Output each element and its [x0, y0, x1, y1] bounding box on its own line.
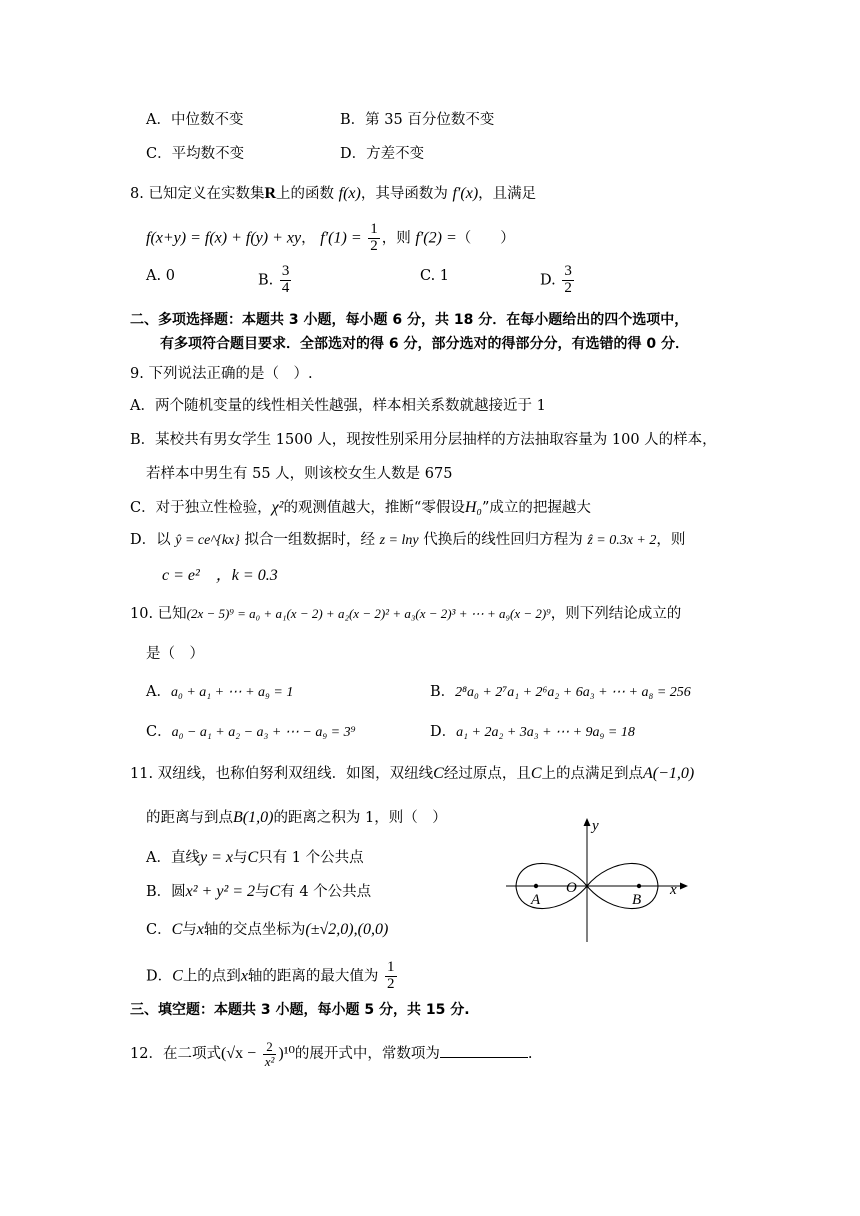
q9-option-b: B．某校共有男女学生 1500 人，现按性别采用分层抽样的方法抽取容量为 100 人的样本，	[130, 432, 717, 448]
q8-option-d: D. $\frac{3}{2}$	[540, 263, 572, 296]
q10-option-a: A．a₀ + a₁ + ⋯ + a₉ = 1	[146, 684, 294, 700]
q10-option-c: C．a₀ − a₁ + a₂ − a₃ + ⋯ − a₉ = 3⁹	[146, 724, 356, 740]
section2-heading-cont: 有多项符合题目要求．全部选对的得 6 分，部分选对的得部分分，有选错的得 0 分．	[160, 336, 689, 352]
q9-option-d-cont: c = e² ，k = 0.3	[162, 567, 278, 584]
q9-option-c: C．对于独立性检验，χ²的观测值越大，推断“零假设H₀”成立的把握越大	[130, 499, 591, 516]
q11-option-a: A．直线y = x与C只有 1 个公共点	[146, 849, 364, 866]
origin-label: O	[566, 880, 577, 896]
fraction: $\frac{1}{2}$	[370, 221, 378, 254]
x-axis-label: x	[670, 882, 677, 898]
q9-option-b-cont: 若样本中男生有 55 人，则该校女生人数是 675	[146, 466, 453, 482]
q9-option-d: D．以 ŷ = ce^{kx} 拟合一组数据时，经 z = lny 代换后的线性回归方程为 ẑ = 0.3x + 2，则	[130, 532, 686, 548]
q9-stem: 9. 下列说法正确的是（ ）.	[130, 366, 313, 382]
q11-option-d: D．C上的点到x轴的距离的最大值为 $\frac{1}{2}$	[146, 959, 395, 992]
lemniscate-figure	[498, 812, 698, 947]
point-a-dot	[534, 884, 538, 888]
q9-option-a: A．两个随机变量的线性相关性越强，样本相关系数就越接近于 1	[130, 398, 546, 414]
q7-option-c: C．平均数不变	[146, 146, 245, 162]
point-b-label: B	[632, 892, 642, 908]
answer-blank[interactable]	[440, 1043, 528, 1058]
q7-option-d: D．方差不变	[340, 146, 425, 162]
point-b-dot	[637, 884, 641, 888]
q10-stem: 10. 已知(2x − 5)⁹ = a₀ + a₁(x − 2) + a₂(x − 2)² + a₃(x − 2)³ + ⋯ + a₉(x − 2)⁹，则下列结论成立的	[130, 606, 682, 622]
q10-option-b: B．2⁸a₀ + 2⁷a₁ + 2⁶a₂ + 6a₃ + ⋯ + a₈ = 256	[430, 684, 691, 700]
q8-option-a: A. 0	[146, 268, 175, 284]
section3-heading: 三、填空题：本题共 3 小题，每小题 5 分，共 15 分.	[130, 1002, 470, 1018]
q11-option-c: C．C与x轴的交点坐标为(±√2,0),(0,0)	[146, 921, 389, 938]
q7-option-b: B．第 35 百分位数不变	[340, 112, 495, 128]
q8-option-b: B. $\frac{3}{4}$	[258, 263, 290, 296]
q10-option-d: D．a₁ + 2a₂ + 3a₃ + ⋯ + 9a₉ = 18	[430, 724, 635, 740]
q10-stem-cont: 是（ ）	[146, 646, 204, 662]
q12-stem: 12．在二项式(√x − $\frac{2}{\text{x²}}$ )¹⁰的展开式中，常数项为 .	[130, 1039, 533, 1069]
q7-option-a: A．中位数不变	[146, 112, 244, 128]
q11-option-b: B．圆x² + y² = 2与C有 4 个公共点	[146, 883, 372, 900]
y-axis-label: y	[592, 818, 599, 834]
q8-stem: 8. 已知定义在实数集R上的函数 f(x)，其导函数为 f′(x)，且满足	[130, 185, 537, 202]
q11-stem: 11. 双纽线，也称伯努利双纽线．如图，双纽线C经过原点，且C上的点满足到点A(−1,0)	[130, 765, 695, 782]
section2-heading: 二、多项选择题：本题共 3 小题，每小题 6 分，共 18 分．在每小题给出的四个选项中，	[130, 312, 689, 328]
x-axis-arrow	[680, 883, 688, 890]
y-axis-arrow	[584, 818, 591, 826]
point-a-label: A	[531, 892, 541, 908]
q8-option-c: C. 1	[420, 268, 450, 284]
q11-stem-cont: 的距离与到点B(1,0)的距离之积为 1，则（ ）	[146, 809, 447, 826]
q8-condition: f(x+y) = f(x) + f(y) + xy， f′(1) = $\frac{1}{2}$ ，则 f′(2) =（ ）	[146, 221, 515, 254]
